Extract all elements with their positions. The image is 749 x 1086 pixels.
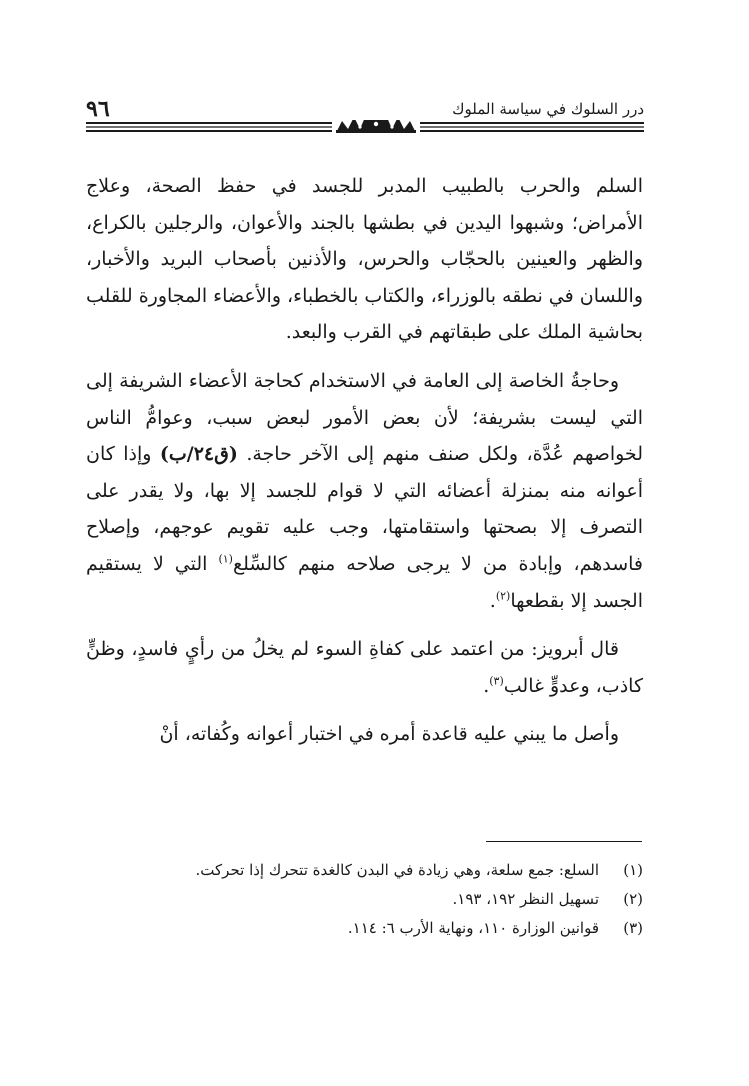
paragraph-text: وحاجةُ الخاصة إلى العامة في الاستخدام كحاجة الأعضاء الشريفة إلى التي ليست بشريفة؛ لأن بعض الأمور لبعض سبب، وعوامُّ الناس لخواصهم عُدَّة، ولكل صنف منهم إلى الآخر حاجة. (86, 369, 643, 466)
footnote (86, 885, 643, 914)
footnote (86, 914, 643, 943)
crown-ornament-icon (86, 120, 644, 134)
footnote-ref[interactable]: (٢) (495, 589, 511, 603)
paragraph-text: قال أبرويز: من اعتمد على كفاةِ السوء لم يخلُ من رأيٍ فاسدٍ، وظنٍّ كاذب، وعدوٍّ غالب (86, 638, 643, 697)
main-text (86, 168, 643, 753)
footnote-separator (486, 841, 642, 842)
footnote-text: تسهيل النظر ١٩٢، ١٩٣. (452, 890, 599, 908)
footnote-text: السلع: جمع سلعة، وهي زيادة في البدن كالغدة تتحرك إذا تحركت. (195, 861, 599, 879)
paragraph (86, 716, 643, 753)
footnote-text: قوانين الوزارة ١١٠، ونهاية الأرب ٦: ١١٤. (347, 919, 599, 937)
paragraph (86, 631, 643, 704)
footnote (86, 856, 643, 885)
footnote-ref[interactable]: (٣) (489, 674, 504, 688)
paragraph (86, 363, 643, 619)
footnote-number: (٢) (623, 890, 643, 908)
footnote-number: (١) (623, 861, 643, 879)
paragraph-text: التي لا يستقيم الجسد إلا بقطعها (86, 552, 643, 612)
footnotes (86, 856, 643, 943)
footnote-ref[interactable]: (١) (218, 552, 233, 566)
page-number: ٩٦ (86, 96, 110, 122)
paragraph-text: . (489, 589, 496, 612)
paragraph-text: السلم والحرب بالطبيب المدبر للجسد في حفظ الصحة، وعلاج الأمراض؛ وشبهوا اليدين في بطشها بالجند والأعوان، والرجلين بالكراع، والظهر والعينين بالحجّاب والحرس، والأذنين بأصحاب البريد والأخبار، واللسان في نطقه بالوزراء، والكتاب بالخطباء، والأعضاء المجاورة للقلب بحاشية الملك على طبقاتهم في القرب والبعد. (86, 175, 643, 344)
manuscript-folio-marker: (ق٢٤/ب) (159, 443, 238, 466)
paragraph-text: وإذا كان أعوانه منه بمنزلة أعضائه التي لا قوام للجسد إلا بها، ولا يقدر على التصرف إلا بصحتها واستقامتها، وجب عليه تقويم عوجهم، وإصلاح فاسدهم، وإبادة من لا يرجى صلاحه منهم كالسِّلع (86, 443, 644, 575)
footnote-number: (٣) (623, 919, 643, 937)
running-title: درر السلوك في سياسة الملوك (452, 100, 644, 118)
paragraph (86, 168, 643, 351)
paragraph-text: وأصل ما يبني عليه قاعدة أمره في اختبار أعوانه وكُفاته، أنْ (159, 723, 619, 746)
paragraph-text: . (483, 674, 490, 697)
